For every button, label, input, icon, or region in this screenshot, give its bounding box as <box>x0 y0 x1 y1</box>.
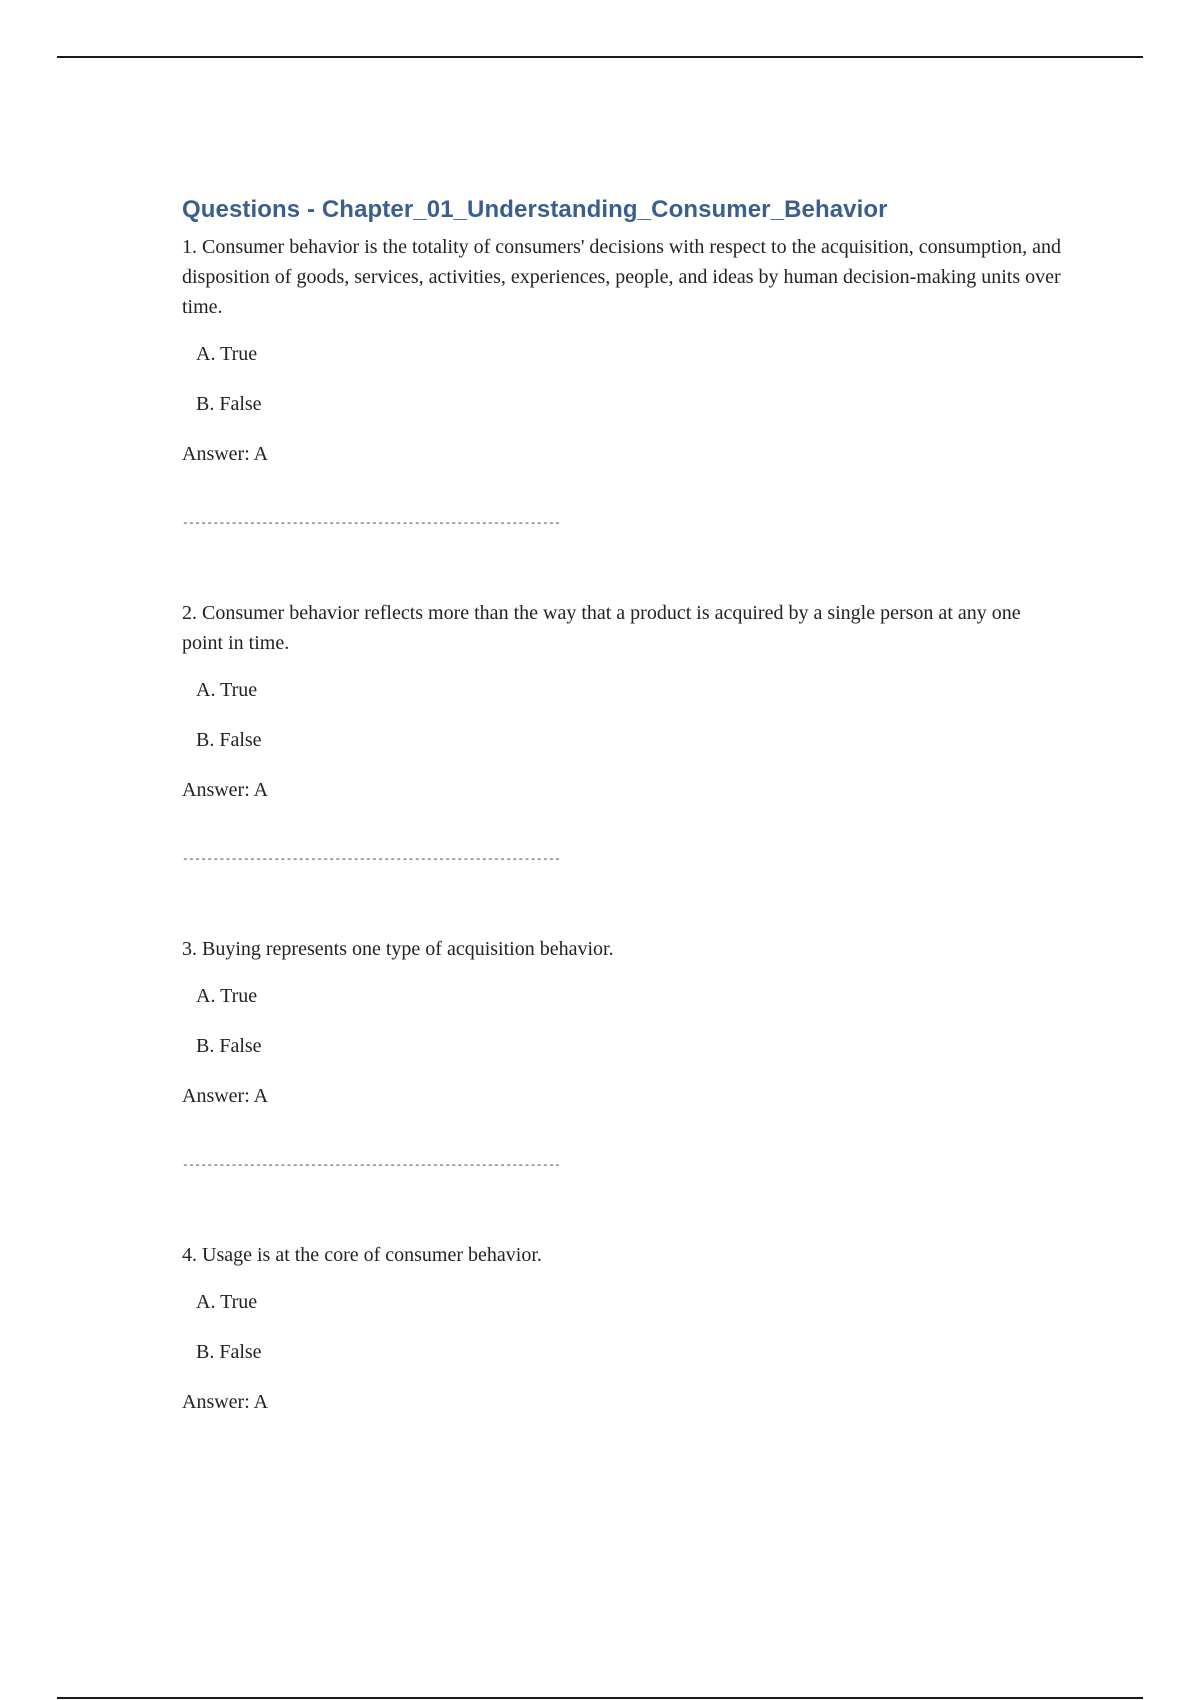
option-a: A. True <box>196 985 258 1007</box>
question-text: 1. Consumer behavior is the totality of consumers' decisions with respect to the acquisition, consumption, and disposition of goods, services, activities, experiences, people, and ideas by human decision-making units over time. <box>182 236 1062 318</box>
question-3 <box>182 934 1062 1110</box>
separator: -------------------------------------------------------------- <box>182 518 561 530</box>
question-2 <box>182 598 1062 804</box>
option-a: A. True <box>196 1291 258 1313</box>
answer: Answer: A <box>182 1391 269 1413</box>
answer: Answer: A <box>182 779 269 801</box>
option-b: B. False <box>196 729 262 751</box>
option-a: A. True <box>196 343 258 365</box>
separator: -------------------------------------------------------------- <box>182 1160 561 1172</box>
option-b: B. False <box>196 1035 262 1057</box>
question-4 <box>182 1240 1062 1416</box>
question-text: 4. Usage is at the core of consumer behavior. <box>182 1244 542 1266</box>
document-title: Questions - Chapter_01_Understanding_Consumer_Behavior <box>182 196 888 223</box>
option-b: B. False <box>196 393 262 415</box>
answer: Answer: A <box>182 443 269 465</box>
document-body <box>182 196 1062 1466</box>
top-rule <box>57 56 1143 58</box>
question-text: 3. Buying represents one type of acquisition behavior. <box>182 938 614 960</box>
bottom-rule <box>57 1697 1143 1699</box>
answer: Answer: A <box>182 1085 269 1107</box>
question-text: 2. Consumer behavior reflects more than the way that a product is acquired by a single person at any one point in time. <box>182 602 1021 654</box>
option-b: B. False <box>196 1341 262 1363</box>
option-a: A. True <box>196 679 258 701</box>
question-1 <box>182 232 1062 468</box>
separator: -------------------------------------------------------------- <box>182 854 561 866</box>
